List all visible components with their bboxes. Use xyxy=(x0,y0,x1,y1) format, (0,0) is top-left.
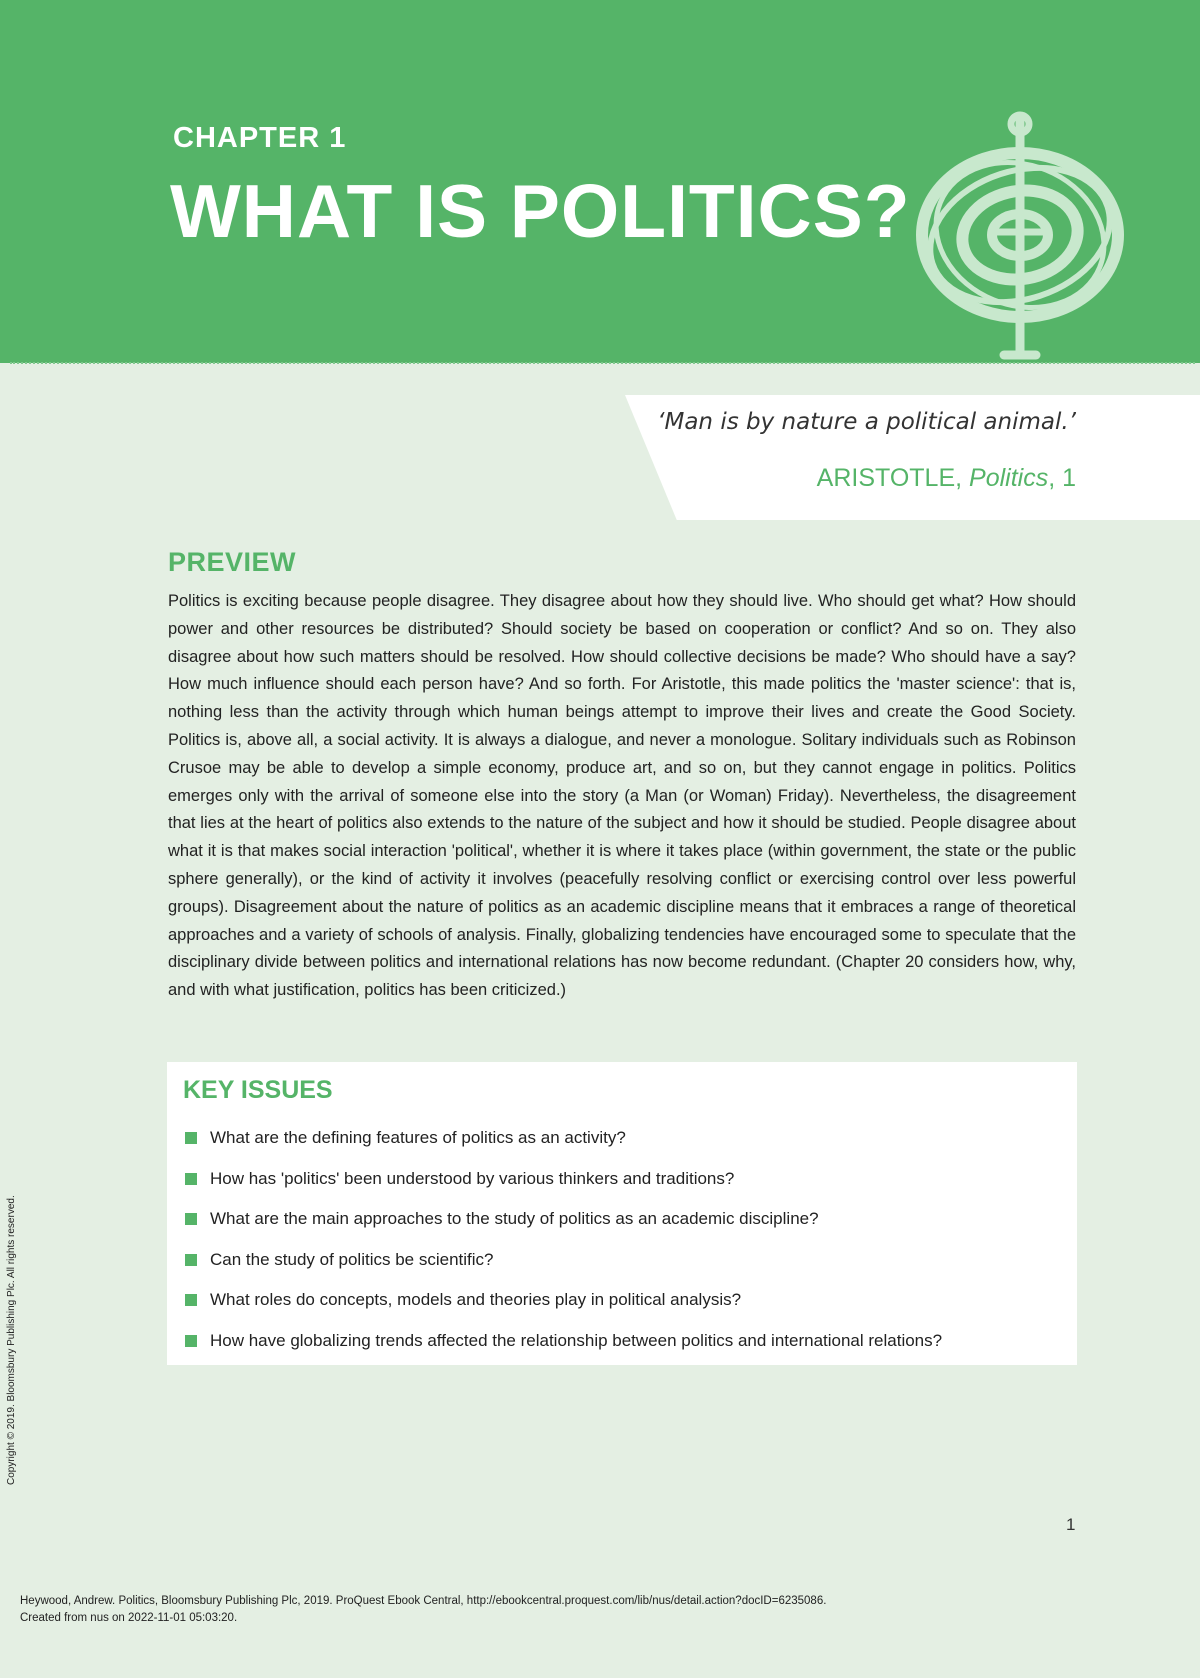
list-item xyxy=(183,1286,942,1327)
list-item xyxy=(183,1165,942,1206)
gyroscope-icon xyxy=(905,110,1135,372)
key-issues-list xyxy=(183,1124,942,1367)
epigraph-quote: ‘Man is by nature a political animal.’ xyxy=(657,409,1076,435)
key-issue-text: What are the main approaches to the study of politics as an academic discipline? xyxy=(210,1209,819,1228)
preview-heading: PREVIEW xyxy=(168,547,297,577)
copyright-notice: Copyright © 2019. Bloomsbury Publishing Plc. All rights reserved. xyxy=(6,1195,17,1485)
square-bullet-icon xyxy=(185,1213,197,1225)
key-issues-panel xyxy=(167,1062,1077,1365)
quote-reference: , 1 xyxy=(1048,464,1076,492)
key-issue-text: How have globalizing trends affected the relationship between politics and international relations? xyxy=(210,1330,943,1350)
list-item xyxy=(183,1327,942,1368)
list-item xyxy=(183,1205,942,1246)
key-issue-text: How has 'politics' been understood by various thinkers and traditions? xyxy=(210,1168,735,1188)
square-bullet-icon xyxy=(185,1294,197,1306)
chapter-title: WHAT IS POLITICS? xyxy=(170,169,911,253)
key-issue-text: What roles do concepts, models and theories play in political analysis? xyxy=(210,1290,742,1309)
preview-body: Politics is exciting because people disagree. They disagree about how they should live. Who should get what? How should power and other resources be distributed? Should society be based on cooperation or conflict? And so on. They also disagree about how such matters should be resolved. How should collective decisions be made? Who should have a say? How much influence should each person have? And so forth. For Aristotle, this made politics the 'master science': that is, nothing less than the activity through which human beings attempt to improve their lives and create the Good Society. Politics is, above all, a social activity. It is always a dialogue, and never a monologue. Solitary individuals such as Robinson Crusoe may be able to develop a simple economy, produce art, and so on, but they cannot engage in politics. Politics emerges only with the arrival of someone else into the story (a Man (or Woman) Friday). Nevertheless, the disagreement that lies at the heart of politics also extends to the nature of the subject and how it should be studied. People disagree about what it is that makes social interaction 'political', whether it is where it takes place (within government, the state or the public sphere generally), or the kind of activity it involves (peacefully resolving conflict or exercising control over less powerful groups). Disagreement about the nature of politics as an academic discipline means that it embraces a range of theoretical approaches and a variety of schools of analysis. Finally, globalizing tendencies have encouraged some to speculate that the disciplinary divide between politics and international relations has now become redundant. (Chapter 20 considers how, why, and with what justification, politics has been criticized.) xyxy=(168,592,1076,1000)
page-number: 1 xyxy=(1066,1515,1076,1534)
footer-created: Created from nus on 2022-11-01 05:03:20. xyxy=(20,1612,238,1624)
epigraph-source xyxy=(817,464,1076,493)
list-item xyxy=(183,1246,942,1287)
chapter-label: CHAPTER 1 xyxy=(173,122,347,154)
header-divider xyxy=(10,362,1195,364)
square-bullet-icon xyxy=(185,1173,197,1185)
key-issue-text: What are the defining features of politics as an activity? xyxy=(210,1128,626,1147)
key-issue-text: Can the study of politics be scientific? xyxy=(210,1249,494,1269)
square-bullet-icon xyxy=(185,1132,197,1144)
quote-work: Politics xyxy=(969,464,1049,492)
key-issues-heading: KEY ISSUES xyxy=(183,1076,333,1104)
square-bullet-icon xyxy=(185,1335,197,1347)
quote-author: ARISTOTLE, xyxy=(816,464,970,492)
chapter-header xyxy=(0,0,1200,363)
square-bullet-icon xyxy=(185,1254,197,1266)
footer-citation: Heywood, Andrew. Politics, Bloomsbury Publishing Plc, 2019. ProQuest Ebook Central, http://ebookcentral.proquest.com/lib/nus/detail.action?docID=6235086. xyxy=(20,1595,827,1607)
list-item xyxy=(183,1124,942,1165)
